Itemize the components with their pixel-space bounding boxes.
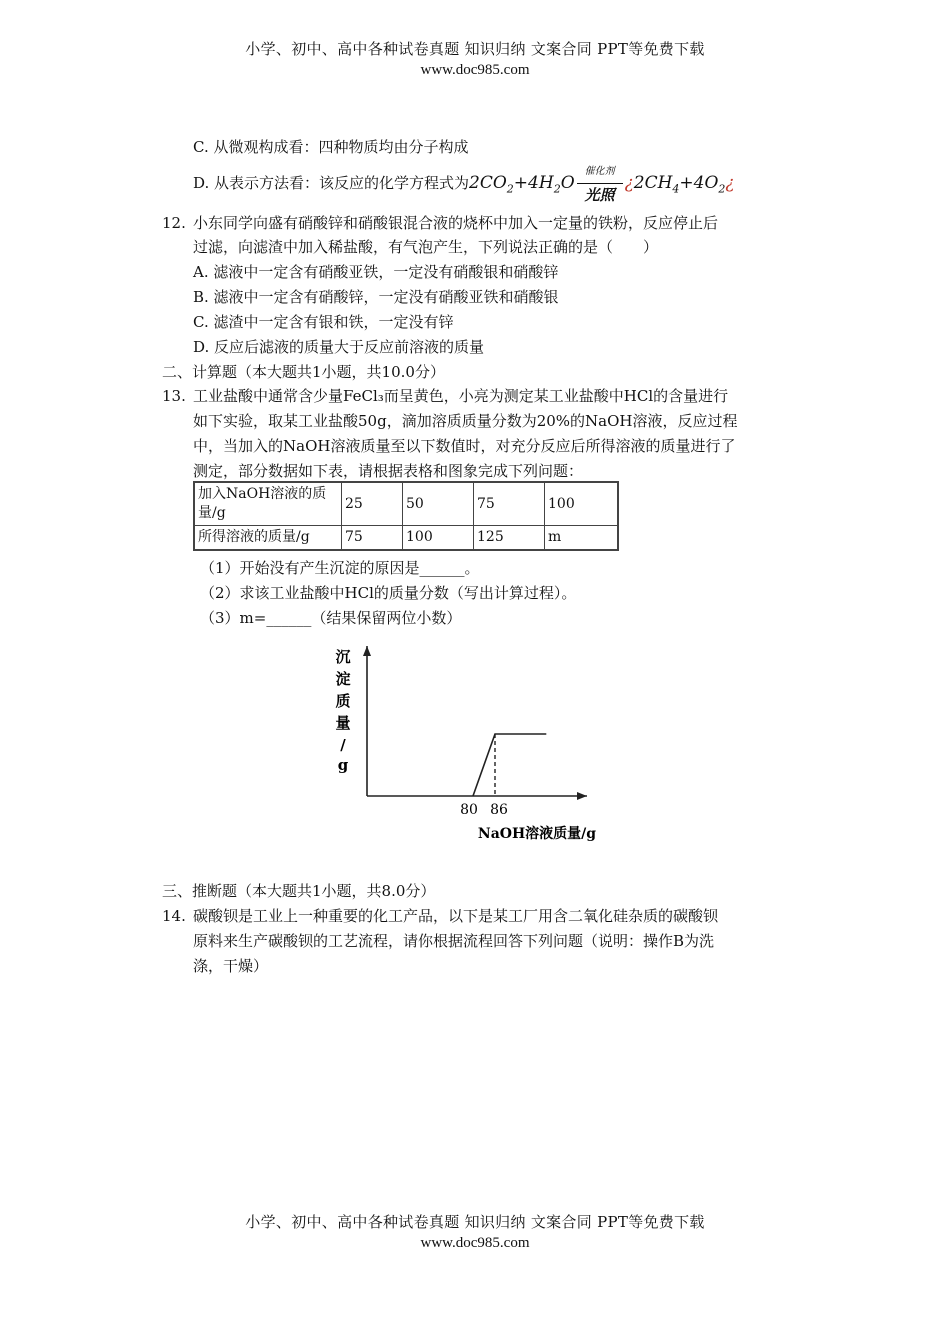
q11-option-c: C. 从微观构成看：四种物质均由分子构成 (193, 138, 469, 156)
table-cell: 25 (342, 482, 403, 526)
catalyst-label: 催化剂 (584, 165, 615, 177)
q14-stem-line: 原料来生产碳酸钡的工艺流程，请你根据流程回答下列问题（说明：操作B为洗 (193, 932, 715, 950)
header-title: 小学、初中、高中各种试卷真题 知识归纳 文案合同 PPT等免费下载 (245, 40, 705, 58)
q13-sub-question-3: （3）m=______（结果保留两位小数） (200, 609, 462, 627)
q14-number: 14. (162, 907, 186, 925)
y-axis-arrow (363, 646, 371, 656)
table-cell: 75 (342, 526, 403, 551)
footer-url[interactable]: www.doc985.com (420, 1235, 530, 1251)
section-3-heading: 三、推断题（本大题共1小题，共8.0分） (162, 882, 436, 900)
eq-co2: 2CO (469, 173, 507, 193)
footer-title: 小学、初中、高中各种试卷真题 知识归纳 文案合同 PPT等免费下载 (245, 1213, 705, 1231)
eq-ch4: 2CH (633, 173, 673, 193)
q11-option-d-text: D. 从表示方法看：该反应的化学方程式为 (193, 174, 470, 192)
q12-stem-line2: 过滤，向滤渣中加入稀盐酸，有气泡产生，下列说法正确的是（ ） (193, 238, 659, 256)
garbled-glyph: ¿ (725, 173, 735, 193)
q13-stem-line: 如下实验，取某工业盐酸50g，滴加溶质质量分数为20%的NaOH溶液，反应过程 (193, 412, 738, 430)
table-cell: 75 (474, 482, 545, 526)
eq-sub: 2 (553, 182, 561, 196)
q11-option-d (193, 165, 735, 204)
q13-sub-question-1: （1）开始没有产生沉淀的原因是______。 (200, 559, 480, 577)
x-axis-label: NaOH溶液质量/g (477, 826, 597, 842)
precipitate-series-line (473, 734, 546, 796)
q12-stem-line1: 小东同学向盛有硝酸锌和硝酸银混合液的烧杯中加入一定量的铁粉，反应停止后 (193, 214, 719, 232)
x-tick-label-86: 86 (490, 802, 508, 818)
table-row-label: 加入NaOH溶液的质 量/g (194, 482, 342, 526)
table-row (194, 482, 618, 526)
data-table (193, 481, 619, 551)
header-url[interactable]: www.doc985.com (420, 62, 530, 78)
eq-o2: +4O (679, 173, 719, 193)
q12-number: 12. (162, 214, 186, 232)
q12-option-d: D. 反应后滤液的质量大于反应前溶液的质量 (193, 338, 485, 356)
q12-option-b: B. 滤液中一定含有硝酸锌，一定没有硝酸亚铁和硝酸银 (193, 288, 559, 306)
table-row (194, 526, 618, 551)
q13-sub-question-2: （2）求该工业盐酸中HCl的质量分数（写出计算过程）。 (200, 584, 577, 602)
section-2-heading: 二、计算题（本大题共1小题，共10.0分） (162, 363, 445, 381)
table-row-label: 所得溶液的质量/g (194, 526, 342, 551)
table-cell: 125 (474, 526, 545, 551)
q14-stem-line: 碳酸钡是工业上一种重要的化工产品，以下是某工厂用含二氧化硅杂质的碳酸钡 (193, 907, 719, 925)
chemical-equation (469, 165, 735, 204)
eq-sub: 2 (506, 182, 514, 196)
x-axis-arrow (577, 792, 587, 800)
eq-h2o: +4H (513, 173, 554, 193)
table-cell: 50 (403, 482, 474, 526)
garbled-glyph: ¿ (624, 173, 634, 193)
q13-stem-line: 工业盐酸中通常含少量FeCl₃而呈黄色，小亮为测定某工业盐酸中HCl的含量进行 (193, 387, 729, 405)
page-footer (0, 1212, 950, 1254)
condition-label: 光照 (584, 185, 615, 204)
page-header (0, 39, 950, 81)
x-tick-label-80: 80 (460, 802, 478, 818)
eq-o: O (560, 173, 575, 193)
y-axis-label: 沉淀质量/ g (335, 648, 351, 774)
q12-option-a: A. 滤液中一定含有硝酸亚铁，一定没有硝酸银和硝酸锌 (193, 263, 559, 281)
reaction-condition (577, 165, 623, 204)
q12-option-c: C. 滤渣中一定含有银和铁，一定没有锌 (193, 313, 454, 331)
eq-sub: 2 (718, 182, 726, 196)
q13-stem-line: 测定，部分数据如下表，请根据表格和图象完成下列问题： (193, 462, 584, 480)
eq-sub: 4 (672, 182, 680, 196)
table-cell: 100 (403, 526, 474, 551)
table-cell: 100 (545, 482, 619, 526)
table-cell: m (545, 526, 619, 551)
q14-stem-line: 涤，干燥） (193, 957, 269, 975)
precipitate-chart (325, 638, 625, 853)
q13-number: 13. (162, 387, 186, 405)
q13-stem-line: 中，当加入的NaOH溶液质量至以下数值时，对充分反应后所得溶液的质量进行了 (193, 437, 736, 455)
